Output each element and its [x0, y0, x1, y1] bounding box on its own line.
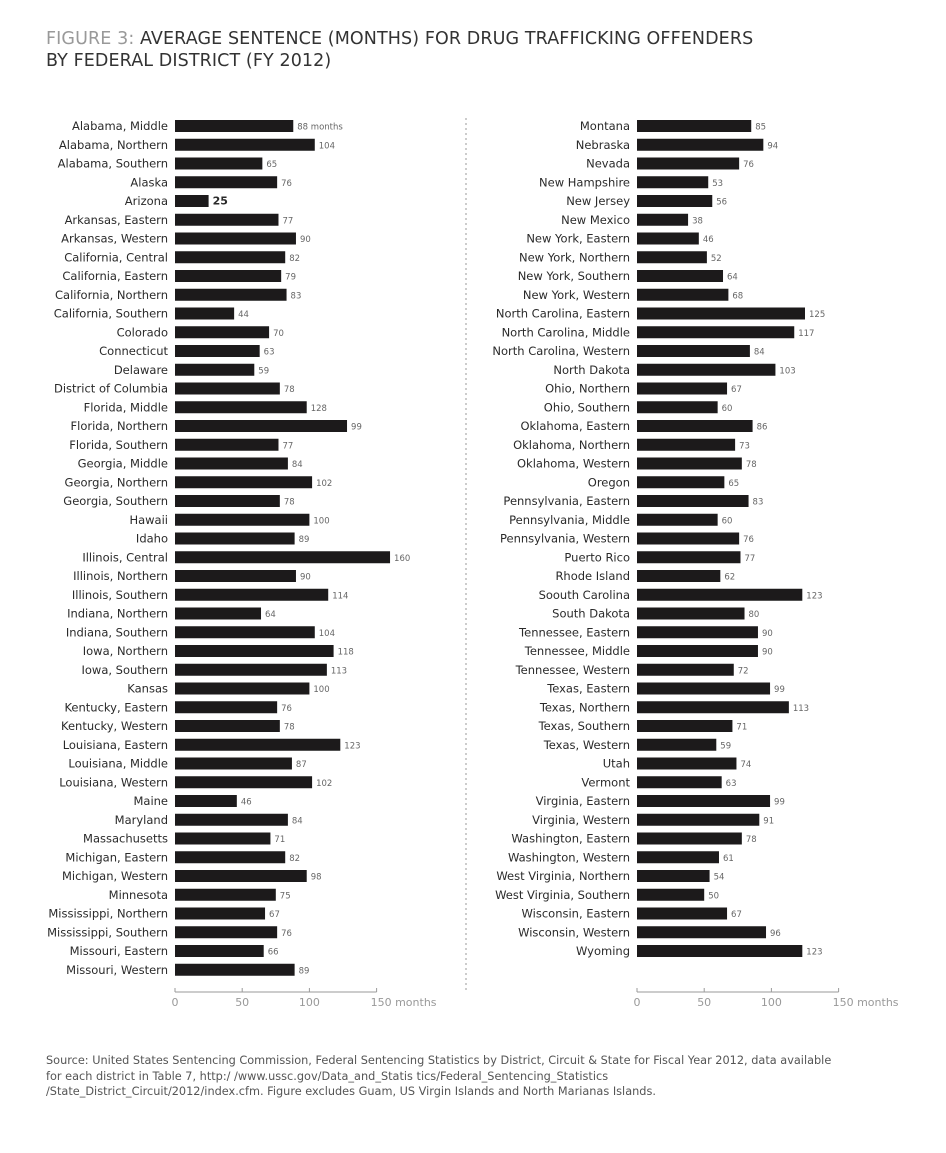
bar	[637, 326, 794, 338]
category-label: Wisconsin, Eastern	[521, 906, 630, 921]
bar	[637, 814, 759, 826]
value-label: 59	[258, 366, 270, 377]
value-label: 76	[281, 703, 292, 714]
value-label: 68	[732, 291, 744, 302]
bar	[175, 158, 262, 170]
bar	[637, 139, 763, 151]
bar	[637, 889, 704, 901]
category-label: West Virginia, Southern	[495, 887, 630, 902]
value-label: 67	[269, 910, 280, 920]
value-label: 62	[724, 572, 736, 583]
category-label: North Dakota	[553, 362, 630, 377]
value-label: 38	[692, 216, 703, 227]
bar	[637, 364, 775, 376]
category-label: New York, Southern	[517, 269, 630, 283]
x-tick-label: 50	[697, 996, 712, 1009]
bar	[637, 608, 745, 620]
value-label: 77	[282, 216, 294, 227]
value-label: 52	[710, 253, 722, 264]
category-label: Indiana, Southern	[65, 625, 168, 640]
bar	[637, 233, 699, 245]
category-label: Texas, Northern	[539, 700, 630, 715]
category-label: Michigan, Eastern	[65, 850, 168, 865]
value-label: 75	[279, 891, 291, 902]
bar	[637, 270, 723, 282]
category-label: California, Eastern	[62, 269, 168, 283]
bar	[175, 326, 269, 338]
value-label: 46	[702, 235, 714, 245]
category-label: Illinois, Southern	[71, 587, 168, 602]
bar	[637, 795, 770, 807]
value-label: 73	[739, 441, 750, 452]
bar	[175, 851, 285, 863]
bar	[175, 120, 293, 132]
bar	[175, 514, 309, 526]
category-label: South Dakota	[552, 606, 630, 621]
category-label: Texas, Western	[543, 737, 630, 752]
category-label: Ohio, Southern	[543, 400, 630, 415]
bar	[637, 458, 742, 470]
bar	[175, 401, 307, 413]
bar	[637, 720, 732, 732]
bar	[637, 345, 750, 357]
bar	[175, 345, 260, 357]
category-label: Georgia, Northern	[64, 475, 168, 490]
bar	[637, 833, 742, 845]
value-label: 90	[299, 235, 311, 245]
value-label: 117	[798, 328, 815, 339]
bar	[637, 851, 719, 863]
bar	[637, 870, 710, 882]
category-label: Montana	[579, 119, 630, 133]
right-panel	[492, 119, 898, 1009]
category-label: Florida, Southern	[69, 437, 168, 452]
value-label: 83	[290, 291, 302, 302]
bar	[175, 251, 285, 263]
bar	[637, 214, 688, 226]
value-label: 71	[736, 722, 748, 733]
bar	[175, 645, 334, 657]
category-label: New York, Northern	[518, 250, 630, 265]
category-label: Ohio, Northern	[545, 381, 630, 396]
bar	[175, 701, 277, 713]
category-label: Washington, Eastern	[511, 831, 630, 846]
category-label: Tennessee, Middle	[524, 644, 630, 658]
x-tick-label: 100	[298, 996, 320, 1009]
category-label: Nebraska	[575, 137, 630, 152]
bar	[175, 795, 237, 807]
category-label: Oklahoma, Northern	[513, 437, 630, 452]
bar	[175, 195, 209, 207]
category-label: North Carolina, Middle	[501, 325, 630, 340]
value-label: 61	[722, 853, 734, 864]
bar	[637, 420, 753, 432]
bar	[637, 383, 727, 395]
category-label: Rhode Island	[555, 569, 630, 583]
value-label: 90	[761, 628, 773, 639]
x-tick-label: 100	[760, 996, 782, 1009]
bar	[175, 683, 309, 695]
category-label: Arkansas, Western	[61, 231, 168, 246]
category-label: Arizona	[124, 194, 168, 208]
value-label: 76	[743, 535, 754, 545]
value-label: 67	[731, 910, 742, 920]
value-label: 128	[310, 403, 327, 414]
category-label: Kentucky, Western	[61, 719, 168, 733]
bar	[175, 889, 276, 901]
bar	[637, 626, 758, 638]
bar	[637, 683, 770, 695]
category-label: Florida, Middle	[83, 400, 168, 415]
source-line-2: for each district in Table 7, http:/ /www.ussc.gov/Data_and_Statis tics/Federal_Sentencing_Statistics	[46, 1069, 609, 1083]
value-label: 80	[748, 610, 760, 620]
title-line-1: AVERAGE SENTENCE (MONTHS) FOR DRUG TRAFFICKING OFFENDERS	[139, 29, 754, 49]
category-label: Virginia, Eastern	[535, 794, 630, 808]
value-label: 65	[728, 478, 740, 489]
value-label: 82	[289, 253, 301, 264]
value-label: 104	[318, 628, 336, 639]
bar	[637, 570, 720, 582]
value-label: 53	[712, 178, 724, 189]
category-label: Michigan, Western	[61, 869, 168, 883]
bar	[175, 458, 288, 470]
category-label: Maryland	[114, 812, 168, 827]
value-label: 71	[274, 835, 286, 845]
bar	[175, 833, 270, 845]
value-label: 82	[289, 853, 301, 864]
value-label: 77	[282, 441, 294, 452]
value-label: 76	[743, 160, 754, 170]
category-label: Kentucky, Eastern	[64, 700, 168, 715]
value-label: 103	[779, 366, 796, 377]
bar	[175, 214, 278, 226]
value-label: 64	[727, 272, 738, 283]
category-label: Oklahoma, Western	[516, 456, 630, 471]
category-label: Pennsylvania, Middle	[509, 512, 630, 527]
bar	[175, 533, 295, 545]
bar	[175, 814, 288, 826]
category-label: Illinois, Northern	[73, 569, 168, 583]
category-label: Delaware	[113, 362, 168, 377]
bar	[637, 158, 739, 170]
value-label: 84	[753, 347, 765, 358]
value-label: 77	[744, 553, 756, 564]
category-label: Tennessee, Western	[515, 662, 630, 677]
value-label: 160	[394, 553, 411, 564]
bar	[637, 495, 749, 507]
bar	[637, 308, 805, 320]
bar	[175, 720, 280, 732]
bar	[637, 476, 724, 488]
category-label: Alabama, Northern	[58, 137, 168, 152]
value-label: 64	[265, 610, 276, 620]
category-label: California, Central	[64, 250, 168, 265]
value-label: 74	[740, 760, 752, 770]
bar	[637, 514, 718, 526]
x-tick-label: 0	[633, 996, 641, 1009]
bar	[175, 289, 287, 301]
value-label: 44	[238, 310, 249, 320]
category-label: West Virginia, Northern	[496, 869, 630, 883]
category-label: New Hampshire	[539, 175, 630, 190]
category-label: Iowa, Northern	[82, 644, 168, 658]
value-label: 85	[755, 122, 767, 133]
bar	[175, 964, 295, 976]
value-label: 56	[716, 197, 728, 208]
category-label: Texas, Eastern	[547, 681, 630, 696]
category-label: Virginia, Western	[532, 812, 630, 827]
category-label: New Mexico	[561, 212, 630, 227]
value-label: 90	[299, 572, 311, 583]
value-label: 99	[351, 422, 362, 433]
value-label: 123	[806, 947, 823, 958]
bar	[175, 926, 277, 938]
value-label: 123	[344, 741, 361, 752]
category-label: California, Southern	[53, 306, 168, 321]
value-label: 99	[774, 685, 785, 695]
category-label: Kansas	[127, 681, 168, 696]
category-label: Oregon	[587, 475, 630, 490]
category-label: Utah	[602, 756, 630, 771]
value-label: 102	[316, 778, 333, 789]
bar	[637, 926, 766, 938]
title-separator: :	[128, 29, 140, 49]
value-label: 102	[316, 478, 333, 489]
category-label: Massachusetts	[83, 831, 168, 846]
category-label: Georgia, Middle	[77, 456, 168, 471]
value-label: 113	[330, 666, 348, 677]
category-label: Texas, Southern	[538, 719, 630, 733]
value-label: 60	[721, 516, 733, 527]
value-label: 76	[281, 928, 292, 939]
category-label: Pennsylvania, Western	[499, 531, 630, 546]
value-label: 84	[291, 460, 303, 470]
bar	[637, 701, 789, 713]
bar	[175, 495, 280, 507]
category-label: Connecticut	[99, 344, 168, 358]
value-label: 91	[763, 816, 775, 827]
bar	[637, 908, 727, 920]
category-label: Mississippi, Southern	[47, 925, 168, 940]
category-label: Indiana, Northern	[67, 606, 168, 621]
x-tick-label: 150 months	[370, 996, 437, 1009]
bar	[175, 420, 347, 432]
bar	[175, 608, 261, 620]
category-label: Minnesota	[108, 887, 168, 902]
value-label: 63	[725, 778, 737, 789]
category-label: Louisiana, Eastern	[62, 737, 168, 752]
category-label: Washington, Western	[507, 850, 630, 865]
x-tick-label: 150 months	[832, 996, 899, 1009]
value-label: 118	[337, 647, 354, 658]
bar	[637, 176, 708, 188]
category-label: Arkansas, Eastern	[64, 212, 168, 227]
bar	[637, 758, 736, 770]
category-label: Vermont	[581, 775, 630, 790]
value-label: 86	[756, 422, 768, 433]
category-label: North Carolina, Western	[492, 344, 630, 358]
category-label: Mississippi, Northern	[48, 906, 168, 921]
category-label: Wisconsin, Western	[518, 925, 630, 940]
bar	[175, 439, 278, 451]
value-label: 113	[792, 703, 810, 714]
category-label: Missouri, Western	[66, 962, 168, 977]
category-label: Alabama, Middle	[71, 119, 168, 133]
category-label: Georgia, Southern	[63, 494, 168, 508]
value-label: 25	[212, 194, 228, 208]
category-label: Iowa, Southern	[81, 662, 168, 677]
bar	[637, 664, 734, 676]
value-label: 99	[774, 797, 785, 808]
bar	[637, 589, 802, 601]
bar	[637, 776, 722, 788]
category-label: Colorado	[116, 325, 168, 340]
bar	[637, 289, 728, 301]
value-label: 78	[745, 460, 757, 470]
category-label: Wyoming	[576, 944, 630, 958]
category-label: New Jersey	[566, 194, 630, 208]
bar	[175, 626, 315, 638]
bar	[637, 439, 735, 451]
bar	[175, 739, 340, 751]
bar	[175, 908, 265, 920]
bar	[175, 589, 328, 601]
x-tick-label: 0	[171, 996, 179, 1009]
value-label: 72	[737, 666, 749, 677]
value-label: 79	[285, 272, 297, 283]
bar	[637, 551, 740, 563]
category-label: New York, Eastern	[526, 231, 630, 246]
category-label: Puerto Rico	[564, 550, 630, 565]
value-label: 78	[283, 385, 295, 395]
bar	[175, 476, 312, 488]
value-label: 98	[310, 872, 322, 883]
value-label: 88 months	[297, 122, 343, 133]
value-label: 84	[291, 816, 303, 827]
category-label: Soouth Carolina	[538, 587, 630, 602]
value-label: 66	[267, 947, 279, 958]
bar	[175, 870, 307, 882]
value-label: 50	[708, 891, 720, 902]
value-label: 67	[731, 385, 742, 395]
value-label: 123	[806, 591, 823, 602]
value-label: 78	[745, 835, 757, 845]
category-label: Louisiana, Western	[59, 775, 168, 790]
value-label: 87	[295, 760, 307, 770]
value-label: 76	[281, 178, 292, 189]
value-label: 114	[332, 591, 349, 602]
left-panel	[47, 119, 437, 1009]
category-label: Alaska	[130, 175, 168, 190]
bar	[175, 233, 296, 245]
bar	[175, 945, 264, 957]
category-label: Florida, Northern	[70, 419, 168, 433]
category-label: Tennessee, Eastern	[519, 625, 630, 640]
bar	[637, 739, 716, 751]
value-label: 89	[298, 966, 310, 977]
value-label: 46	[240, 797, 252, 808]
category-label: Idaho	[135, 531, 168, 546]
value-label: 78	[283, 497, 295, 508]
bar	[175, 270, 281, 282]
category-label: Maine	[133, 794, 168, 808]
category-label: District of Columbia	[54, 381, 168, 396]
bar	[637, 251, 707, 263]
value-label: 100	[313, 685, 330, 695]
value-label: 54	[713, 872, 725, 883]
bar	[175, 664, 327, 676]
value-label: 94	[767, 141, 779, 152]
bar	[637, 195, 712, 207]
source-note	[46, 1053, 906, 1100]
value-label: 63	[263, 347, 275, 358]
value-label: 96	[770, 928, 781, 939]
bar	[175, 364, 254, 376]
value-label: 83	[752, 497, 764, 508]
bar	[175, 551, 390, 563]
value-label: 125	[809, 310, 826, 320]
source-line-1: Source: United States Sentencing Commission, Federal Sentencing Statistics by District, Circuit & State for Fiscal Year 2012, data available	[46, 1054, 832, 1067]
bar	[175, 308, 234, 320]
value-label: 70	[273, 328, 284, 339]
x-tick-label: 50	[235, 996, 250, 1009]
bar	[175, 570, 296, 582]
category-label: New York, Western	[522, 287, 630, 302]
value-label: 104	[318, 141, 336, 152]
bar	[175, 176, 277, 188]
bar	[637, 120, 751, 132]
category-label: North Carolina, Eastern	[495, 306, 630, 321]
title-line-2: BY FEDERAL DISTRICT (FY 2012)	[46, 51, 332, 71]
value-label: 65	[266, 160, 278, 170]
category-label: Alabama, Southern	[57, 156, 168, 171]
bar	[637, 401, 718, 413]
category-label: Illinois, Central	[82, 550, 168, 565]
bar	[175, 776, 312, 788]
category-label: California, Northern	[55, 287, 168, 302]
value-label: 59	[720, 741, 732, 752]
bar	[175, 758, 292, 770]
bar	[637, 533, 739, 545]
value-label: 78	[283, 722, 295, 733]
bar	[637, 645, 758, 657]
figure-number: FIGURE 3	[46, 29, 129, 49]
category-label: Hawaii	[129, 512, 168, 527]
category-label: Nevada	[586, 156, 630, 171]
source-line-3: /State_District_Circuit/2012/index.cfm. Figure excludes Guam, US Virgin Islands and North Marianas Islands.	[46, 1085, 656, 1098]
category-label: Pennsylvania, Eastern	[503, 494, 630, 508]
bar	[175, 383, 280, 395]
category-label: Louisiana, Middle	[68, 756, 168, 771]
category-label: Missouri, Eastern	[69, 944, 168, 958]
category-label: Oklahoma, Eastern	[520, 419, 630, 433]
bar	[175, 139, 315, 151]
value-label: 89	[298, 535, 310, 545]
value-label: 60	[721, 403, 733, 414]
bar	[637, 945, 802, 957]
value-label: 90	[761, 647, 773, 658]
value-label: 100	[313, 516, 330, 527]
